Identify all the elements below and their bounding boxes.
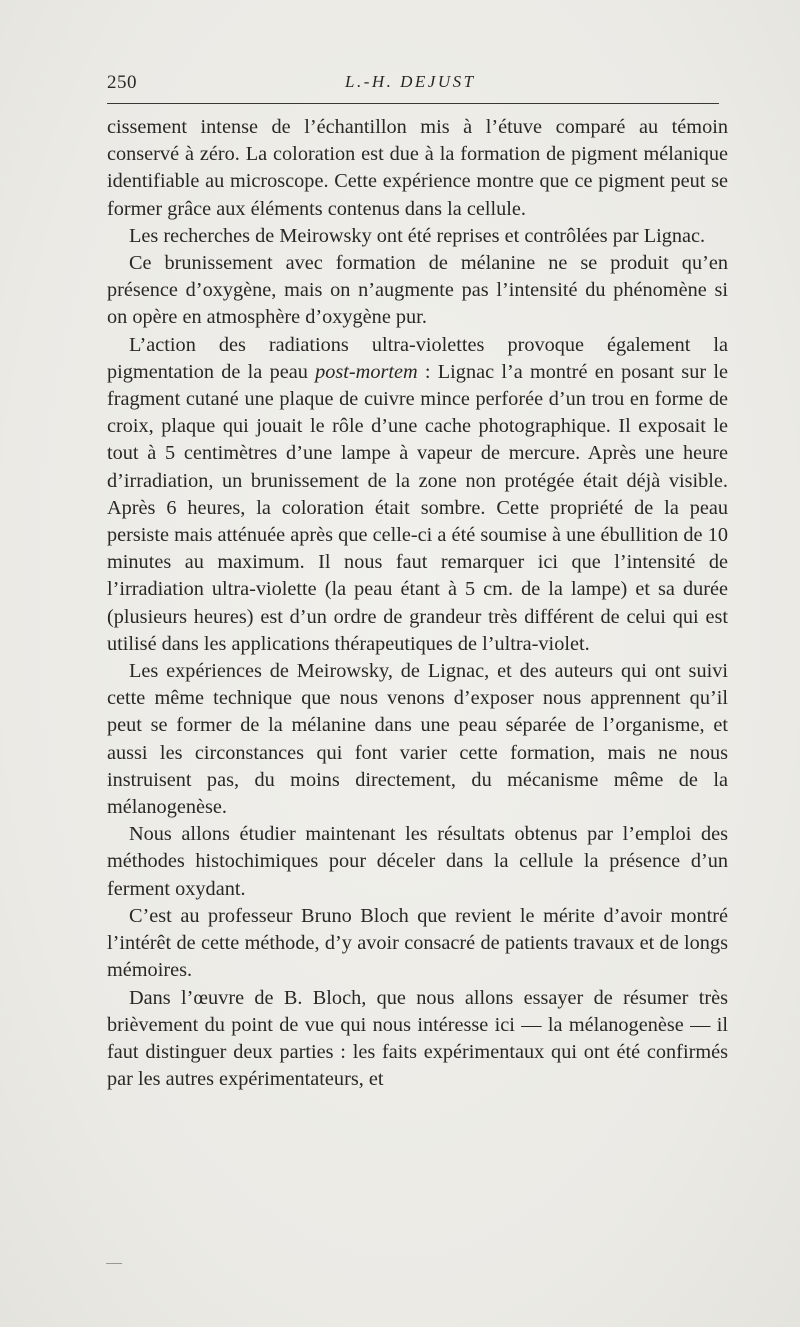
paragraph-4 <box>107 332 728 658</box>
paragraph-8: Dans l’œuvre de B. Bloch, que nous allons essayer de résumer très brièvement du point de vue qui nous intéresse ici — la mélanogenèse — il faut distinguer deux parties : les faits expérimentaux qui ont été confirmés par les autres expérimentateurs, et <box>107 986 728 1091</box>
paragraph-4-end: : Lignac l’a montré en posant sur le fragment cutané une plaque de cuivre mince perforée d’un trou en forme de croix, plaque qui jouait le rôle d’une cache photographique. Il exposait le tout à 5 centimètres d’une lampe à vapeur de mercure. Après une heure d’irradiation, un brunissement de la zone non protégée était déjà visible. Après 6 heures, la coloration était sombre. Cette propriété de la peau persiste mais atténuée après que celle-ci a été soumise à une ébullition de 10 minutes au maximum. Il nous faut remarquer ici que l’intensité de l’irradiation ultra-violette (la peau étant à 5 cm. de la lampe) et sa durée (plusieurs heures) est d’un ordre de grandeur très différent de celui qui est utilisé dans les applications thérapeutiques de l’ultra-violet. <box>107 360 728 655</box>
header-rule <box>107 103 719 104</box>
body-text <box>107 114 728 1093</box>
running-head: L.-H. DEJUST <box>345 72 476 91</box>
paragraph-1: cissement intense de l’échantillon mis à l’étuve comparé au témoin conservé à zéro. La coloration est due à la formation de pigment mélanique identifiable au microscope. Cette expérience montre que ce pigment peut se former grâce aux éléments contenus dans la cellule. <box>107 116 728 220</box>
paragraph-4-start: L’action des radiations ultra-violettes provoque également la pigmentation de la peau <box>107 333 728 383</box>
paragraph-6: Nous allons étudier maintenant les résultats obtenus par l’emploi des méthodes histochimiques pour déceler dans la cellule la présence d’un ferment oxydant. <box>107 823 728 900</box>
print-mark <box>106 1263 122 1264</box>
paragraph-2: Les recherches de Meirowsky ont été reprises et contrôlées par Lignac. <box>129 224 706 247</box>
paragraph-5: Les expériences de Meirowsky, de Lignac, et des auteurs qui ont suivi cette même technique que nous venons d’exposer nous apprennent qu’il peut se former de la mélanine dans une peau séparée de l’organisme, et aussi les circonstances qui font varier cette formation, mais ne nous instruisent pas, du moins directement, du mécanisme même de la mélanogenèse. <box>107 660 728 819</box>
paragraph-7: C’est au professeur Bruno Bloch que revient le mérite d’avoir montré l’intérêt de cette méthode, d’y avoir consacré de patients travaux et de longs mémoires. <box>107 904 728 982</box>
page-header <box>107 72 719 98</box>
page-number: 250 <box>107 72 137 93</box>
paragraph-3: Ce brunissement avec formation de mélanine ne se produit qu’en présence d’oxygène, mais on n’augmente pas l’intensité du phénomène si on opère en atmosphère d’oxygène pur. <box>107 252 728 329</box>
italic-term: post-mortem <box>315 360 418 383</box>
